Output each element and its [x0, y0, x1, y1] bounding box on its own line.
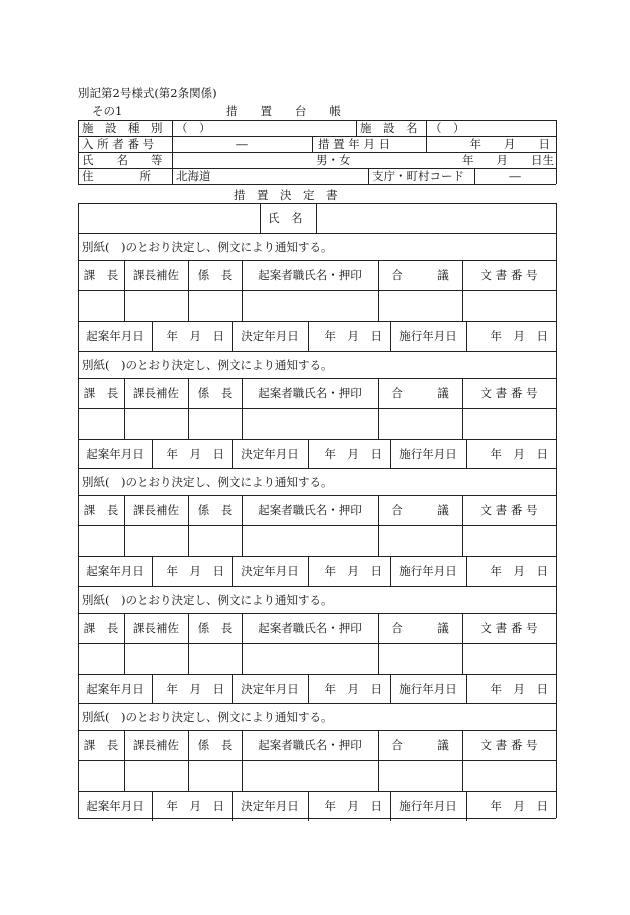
approval-stamp-cell[interactable]: [190, 762, 240, 789]
approval-header-cell: 文 書 番 号: [480, 268, 538, 282]
draft-date-value[interactable]: 年 月 日: [166, 329, 224, 343]
approval-header-cell: 係 長: [197, 738, 233, 752]
effective-date-value[interactable]: 年 月 日: [490, 564, 548, 578]
effective-date-label: 施行年月日: [399, 329, 457, 343]
approval-stamp-cell[interactable]: [464, 410, 554, 437]
approval-stamp-cell[interactable]: [380, 762, 460, 789]
draft-date-label: 起案年月日: [86, 799, 144, 813]
approval-stamp-cell[interactable]: [464, 762, 554, 789]
approval-header-cell: 課長補佐: [133, 385, 179, 400]
approval-header-cell: 起案者職氏名・押印: [258, 620, 362, 635]
approval-stamp-cell[interactable]: [80, 410, 122, 437]
decision-date-label: 決定年月日: [241, 446, 299, 461]
approval-stamp-cell[interactable]: [126, 645, 186, 672]
approval-header-cell: 課長補佐: [133, 503, 179, 517]
draft-date-label: 起案年月日: [86, 564, 144, 578]
approval-stamp-cell[interactable]: [464, 527, 554, 554]
block-notice: 別紙( )のとおり決定し、例文により通知する。: [82, 475, 333, 489]
decision-date-value[interactable]: 年 月 日: [324, 329, 382, 343]
approval-stamp-cell[interactable]: [80, 762, 122, 789]
block-notice: 別紙( )のとおり決定し、例文により通知する。: [82, 710, 333, 724]
approval-header-cell: 文 書 番 号: [480, 503, 538, 517]
decision-section-title: 措 置 決 定 書: [234, 188, 338, 202]
decision-date-label: 決定年月日: [241, 329, 299, 343]
decision-name-label: 氏 名: [268, 211, 303, 225]
approval-stamp-cell[interactable]: [126, 292, 186, 319]
decision-date-value[interactable]: 年 月 日: [324, 446, 382, 461]
facility-name-value[interactable]: （ ）: [430, 121, 465, 135]
block-notice: 別紙( )のとおり決定し、例文により通知する。: [82, 357, 333, 372]
form-title: 別記第2号様式(第2条関係): [78, 86, 217, 100]
approval-header-cell: 文 書 番 号: [480, 738, 538, 752]
approval-stamp-cell[interactable]: [80, 292, 122, 319]
approval-header-cell: 文 書 番 号: [480, 385, 538, 400]
approval-stamp-cell[interactable]: [244, 645, 376, 672]
approval-header-cell: 起案者職氏名・押印: [258, 503, 362, 517]
ledger-title: 措 置 台 帳: [226, 104, 341, 118]
approval-header-cell: 課 長: [83, 385, 119, 400]
approval-header-cell: 文 書 番 号: [480, 620, 538, 635]
approval-stamp-cell[interactable]: [244, 292, 376, 319]
approval-header-cell: 合 議: [391, 738, 449, 752]
approval-header-cell: 合 議: [391, 620, 449, 635]
approval-header-cell: 合 議: [391, 385, 449, 400]
measure-date-value[interactable]: 年 月 日: [469, 137, 550, 151]
approval-header-cell: 係 長: [197, 268, 233, 282]
approval-stamp-cell[interactable]: [380, 292, 460, 319]
approval-stamp-cell[interactable]: [380, 410, 460, 437]
draft-date-value[interactable]: 年 月 日: [166, 799, 224, 813]
approval-stamp-cell[interactable]: [244, 527, 376, 554]
birth-value[interactable]: 年 月 日生: [462, 153, 554, 167]
effective-date-label: 施行年月日: [399, 799, 457, 813]
approval-stamp-cell[interactable]: [190, 527, 240, 554]
draft-date-label: 起案年月日: [86, 681, 144, 696]
approval-header-cell: 起案者職氏名・押印: [258, 738, 362, 752]
approval-header-cell: 係 長: [197, 503, 233, 517]
effective-date-label: 施行年月日: [399, 564, 457, 578]
decision-name-field[interactable]: [318, 205, 554, 231]
approval-stamp-cell[interactable]: [190, 645, 240, 672]
approval-stamp-cell[interactable]: [380, 527, 460, 554]
effective-date-value[interactable]: 年 月 日: [490, 329, 548, 343]
approval-header-cell: 合 議: [391, 503, 449, 517]
draft-date-label: 起案年月日: [86, 329, 144, 343]
facility-type-label: 施 設 種 別: [82, 121, 163, 135]
approval-header-cell: 係 長: [197, 620, 233, 635]
approval-header-cell: 課 長: [83, 738, 119, 752]
block-notice: 別紙( )のとおり決定し、例文により通知する。: [82, 240, 333, 254]
approval-stamp-cell[interactable]: [190, 292, 240, 319]
decision-date-label: 決定年月日: [241, 564, 299, 578]
facility-type-value[interactable]: （ ）: [176, 121, 211, 135]
sub-label: その1: [92, 104, 123, 118]
approval-stamp-cell[interactable]: [464, 645, 554, 672]
address-label: 住 所: [82, 169, 151, 183]
office-code-label: 支庁・町村コード: [372, 169, 464, 183]
approval-header-cell: 課 長: [83, 503, 119, 517]
name-label: 氏 名 等: [82, 153, 163, 167]
office-code-value[interactable]: ―: [509, 169, 521, 183]
approval-header-cell: 起案者職氏名・押印: [258, 268, 362, 282]
decision-date-value[interactable]: 年 月 日: [324, 681, 382, 696]
approval-header-cell: 合 議: [391, 268, 449, 282]
effective-date-value[interactable]: 年 月 日: [490, 681, 548, 696]
decision-date-value[interactable]: 年 月 日: [324, 564, 382, 578]
approval-stamp-cell[interactable]: [126, 410, 186, 437]
approval-header-cell: 課 長: [83, 268, 119, 282]
draft-date-value[interactable]: 年 月 日: [166, 564, 224, 578]
approval-stamp-cell[interactable]: [380, 645, 460, 672]
approval-stamp-cell[interactable]: [126, 527, 186, 554]
approval-stamp-cell[interactable]: [190, 410, 240, 437]
approval-header-cell: 課長補佐: [133, 620, 179, 635]
facility-name-label: 施 設 名: [360, 121, 418, 135]
measure-date-label: 措 置 年 月 日: [318, 137, 391, 151]
sex-value[interactable]: 男・女: [316, 153, 351, 167]
draft-date-value[interactable]: 年 月 日: [166, 681, 224, 696]
approval-header-cell: 起案者職氏名・押印: [258, 385, 362, 400]
approval-stamp-cell[interactable]: [244, 410, 376, 437]
draft-date-value[interactable]: 年 月 日: [166, 446, 224, 461]
effective-date-label: 施行年月日: [399, 446, 457, 461]
approval-stamp-cell[interactable]: [244, 762, 376, 789]
effective-date-value[interactable]: 年 月 日: [490, 446, 548, 461]
decision-date-label: 決定年月日: [241, 799, 299, 813]
approval-header-cell: 課 長: [83, 620, 119, 635]
admission-no-value[interactable]: ―: [236, 137, 248, 151]
approval-header-cell: 課長補佐: [133, 268, 179, 282]
approval-header-cell: 係 長: [197, 385, 233, 400]
approval-stamp-cell[interactable]: [80, 527, 122, 554]
approval-stamp-cell[interactable]: [80, 645, 122, 672]
admission-no-label: 入 所 者 番 号: [82, 137, 155, 151]
address-value[interactable]: 北海道: [176, 169, 211, 183]
decision-date-value[interactable]: 年 月 日: [324, 799, 382, 813]
approval-stamp-cell[interactable]: [464, 292, 554, 319]
effective-date-value[interactable]: 年 月 日: [490, 799, 548, 813]
approval-stamp-cell[interactable]: [126, 762, 186, 789]
decision-date-label: 決定年月日: [241, 681, 299, 696]
approval-header-cell: 課長補佐: [133, 738, 179, 752]
draft-date-label: 起案年月日: [86, 446, 144, 461]
block-notice: 別紙( )のとおり決定し、例文により通知する。: [82, 592, 333, 607]
effective-date-label: 施行年月日: [399, 681, 457, 696]
